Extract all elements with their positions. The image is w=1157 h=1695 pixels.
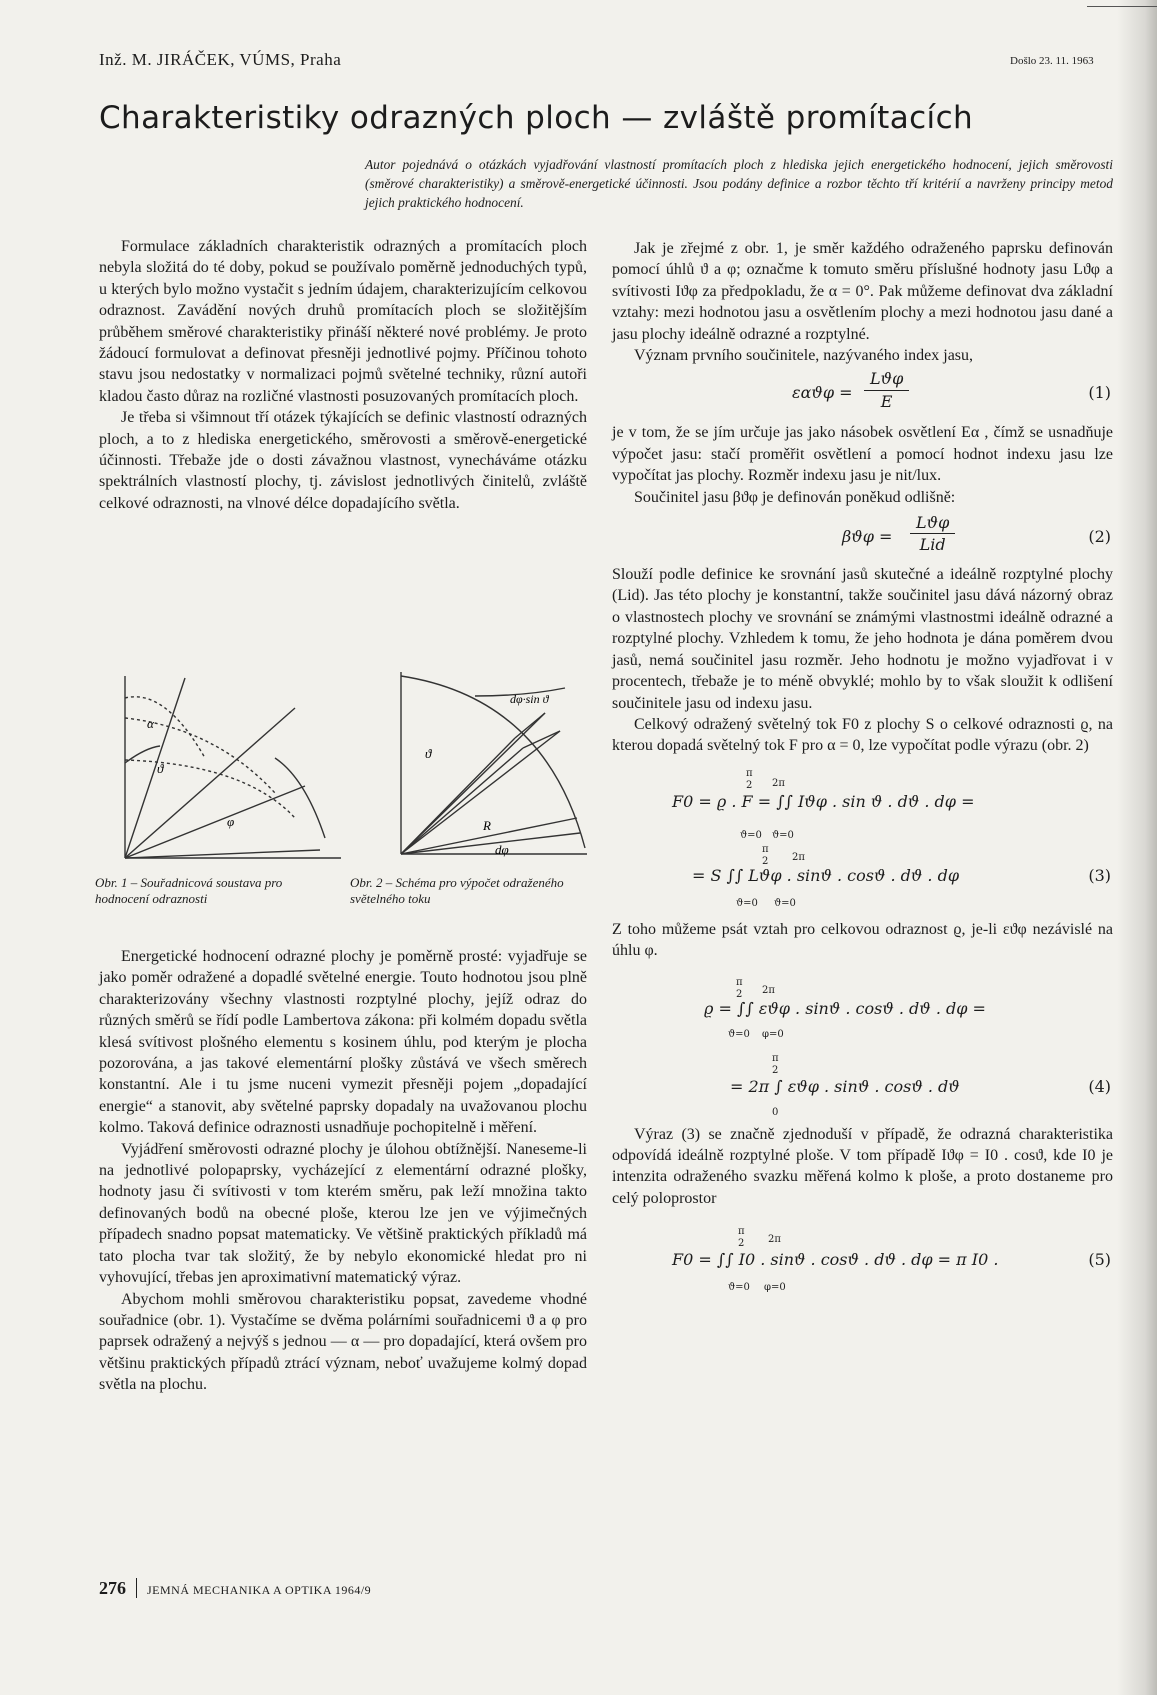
equation-4: π 2 2π ϱ = ∫∫ εϑφ . sinϑ . cosϑ . dϑ . dφ = ϑ=0 φ=0 π 2 = 2π ∫ εϑφ . sinϑ . cosϑ . dϑ 0 (4) — [704, 976, 1111, 1118]
paragraph: Je třeba si všimnout tří otázek týkajících se definic vlastností odrazných ploch, a to z hlediska energetického, směrovosti a směrově-energetické účinnosti. Třebaže jde o dosti závažnou vlastnost, vynecháváme otázku spektrálních vlastností plochy, tj. závislost jednotlivých činitelů, zvláště celkové odraznosti, na vlnové délce dopadajícího světla. — [99, 409, 587, 512]
equation-1: εαϑφ = Lϑφ E (1) — [792, 369, 1111, 411]
paragraph: Abychom mohli směrovou charakteristiku popsat, zavedeme vhodné souřadnice (obr. 1). Vystačíme se dvěma polárními souřadnicemi ϑ a φ pro paprsek odražený a nejvýš s jednou — α — pro dopadající, která ovšem pro většinu praktických případů ztrácí význam, neboť uvažujeme kolmý dopad světla na plochu. — [99, 1290, 587, 1394]
left-column-bottom — [99, 946, 587, 1396]
article-title: Charakteristiky odrazných ploch — zvláště promítacích — [99, 100, 974, 136]
fig2-dphi-sin-label: dφ·sin ϑ — [510, 692, 549, 706]
page-footer — [99, 1578, 371, 1599]
right-column — [612, 238, 1113, 1297]
figure-1-caption: Obr. 1 – Souřadnicová soustava pro hodnocení odraznosti — [95, 875, 283, 906]
fig1-phi-label: φ — [227, 814, 235, 829]
corner-rule — [1087, 6, 1157, 7]
equation-number: (5) — [1088, 1250, 1111, 1270]
fig2-dphi-label: dφ — [495, 842, 509, 857]
author-byline: Inž. M. JIRÁČEK, VÚMS, Praha — [99, 50, 342, 69]
equation-number: (3) — [1088, 865, 1111, 885]
paragraph: Celkový odražený světelný tok F0 z plochy S o celkové odraznosti ϱ, na kterou dopadá světelný tok F pro α = 0, lze vypočítat podle výrazu (obr. 2) — [612, 715, 1113, 755]
fig1-alpha-label: α — [147, 716, 154, 731]
fig2-theta-label: ϑ — [425, 746, 432, 761]
equation-2: βϑφ = Lϑφ Lid (2) — [842, 513, 1111, 555]
paragraph: Vyjádření směrovosti odrazné plochy je úlohou obtížnější. Naneseme-li na jednotlivé polopaprsky, vycházející z elementární odrazné plošky, hodnoty jasu či svítivosti v tom kterém směru, pak leží množina takto definovaných bodů na obecné ploše, kterou lze jen ve výjimečných případech snadno popsat matematicky. Ve většině praktických příkladů má tato plocha tvar tak složitý, že by nebylo ekonomické hledat pro ni vyhovující, třebas jen aproximativní matematický výraz. — [99, 1140, 587, 1287]
fig1-theta-label: ϑ — [157, 761, 164, 776]
paragraph: Jak je zřejmé z obr. 1, je směr každého odraženého paprsku definován pomocí úhlů ϑ a φ; označme k tomuto směru příslušné hodnoty jasu Lϑφ a svítivosti Iϑφ za předpokladu, že α = 0°. Pak můžeme definovat dva základní vztahy: mezi hodnotou jasu a osvětlením plochy a mezi hodnotou jasu dané a jasu plochy ideálně odrazné a rozptylné. — [612, 240, 1113, 343]
figure-2-caption: Obr. 2 – Schéma pro výpočet odraženého světelného toku — [350, 875, 564, 906]
footer-divider — [136, 1578, 137, 1598]
equation-number: (1) — [1088, 383, 1111, 403]
page-number: 276 — [99, 1578, 126, 1598]
figure-1-coordinate-system — [105, 668, 345, 863]
fig2-R-label: R — [483, 818, 491, 833]
paragraph: Součinitel jasu βϑφ je definován poněkud odlišně: — [634, 488, 956, 506]
equation-number: (2) — [1088, 527, 1111, 547]
paragraph: Energetické hodnocení odrazné plochy je poměrně prosté: vyjadřuje se jako poměr odražené a dopadlé světelné energie. Touto hodnotou jsou plně charakterizovány všechny vlastnosti rozptylné plochy, jejíž odraz do různých směrů se řídí podle Lambertova zákona: při kolmém dopadu světla klesá svítivost plošného elementu s kosinem úhlu, pod kterým je plocha pozorována, a jas takové elementární plošky zůstává ve všech směrech konstantní. Ale i tu jsme nuceni vymezit přesněji pojem „dopadající energie“ a stanovit, aby světelné paprsky dopadaly na uvažovanou plochu kolmo. Taková definice odraznosti usnadňuje pochopitelně i měření. — [99, 948, 587, 1137]
journal-name: JEMNÁ MECHANIKA A OPTIKA 1964/9 — [147, 1583, 372, 1597]
equation-3: π 2 2π F0 = ϱ . F = ∫∫ Iϑφ . sin ϑ . dϑ . dφ = ϑ=0 ϑ=0 π 2 2π = S ∫∫ Lϑφ . sinϑ . cosϑ . dϑ . dφ ϑ=0 ϑ=0 (3) — [672, 767, 1111, 909]
paragraph: Formulace základních charakteristik odrazných a promítacích ploch nebyla složitá do té doby, pokud se používalo poměrně jednoduchých typů, u kterých bylo možno vystačit s jedním údajem, charakterizujícím celkovou odraznost. Zavádění nových druhů promítacích ploch se složitějším průběhem směrové charakteristiky přináší některé nové problémy. Je proto žádoucí formulovat a definovat přesněji jednotlivé pojmy. Příčinou tohoto stavu jsou nedostatky v normalizaci pojmů světelné techniky, různí autoři kladou často důraz na rozličné vlastnosti posuzovaných promítacích ploch. — [99, 238, 587, 405]
paragraph: Slouží podle definice ke srovnání jasů skutečné a ideálně rozptylné plochy (Lid). Jas této plochy je konstantní, takže součinitel jasu dává názorný obraz o vlastnostech plochy ve srovnání se známými vlastnostmi ideálně odrazné a rozptylné plochy. Vzhledem k tomu, že jeho hodnota je dána poměrem dvou jasů, nemá součinitel jasu rozměr. Jeho hodnotu je možno vyjadřovat i v procentech, třebaže je to méně obvyklé; mohlo by to však sloužit k odlišení součinitele jasu od indexu jasu. — [612, 566, 1113, 712]
equation-5: π 2 2π F0 = ∫∫ I0 . sinϑ . cosϑ . dϑ . dφ = π I0 . ϑ=0 φ=0 (5) — [672, 1226, 1111, 1294]
figure-2-flux-scheme — [395, 668, 590, 868]
paragraph: Význam prvního součinitele, nazývaného index jasu, — [634, 347, 974, 365]
left-column-top — [99, 236, 587, 514]
received-date: Došlo 23. 11. 1963 — [1010, 55, 1094, 67]
paragraph: je v tom, že se jím určuje jas jako násobek osvětlení Eα , čímž se usnadňuje výpočet jasu: stačí proměřit osvětlení a pomocí hodnot indexu jasu lze vypočítat jas plochy. Rozměr indexu jasu je nit/lux. — [612, 424, 1113, 485]
paragraph: Z toho můžeme psát vztah pro celkovou odraznost ϱ, je-li εϑφ nezávislé na úhlu φ. — [612, 920, 1113, 960]
paragraph: Výraz (3) se značně zjednoduší v případě, že odrazná charakteristika odpovídá ideálně rozptylné ploše. V tom případě Iϑφ = I0 . cosϑ, kde I0 je intenzita odraženého svazku měřená kolmo k ploše, a proto dostaneme pro celý poloprostor — [612, 1125, 1113, 1207]
equation-number: (4) — [1088, 1076, 1111, 1096]
page-edge-shadow — [1117, 0, 1157, 1695]
abstract: Autor pojednává o otázkách vyjadřování vlastností promítacích ploch z hlediska jejich energetického hodnocení, jejich směrovosti (směrové charakteristiky) a směrově-energetické účinnosti. Jsou podány definice a rozbor těchto tří kritérií a navrženy principy metod jejich praktického hodnocení. — [365, 157, 1113, 210]
